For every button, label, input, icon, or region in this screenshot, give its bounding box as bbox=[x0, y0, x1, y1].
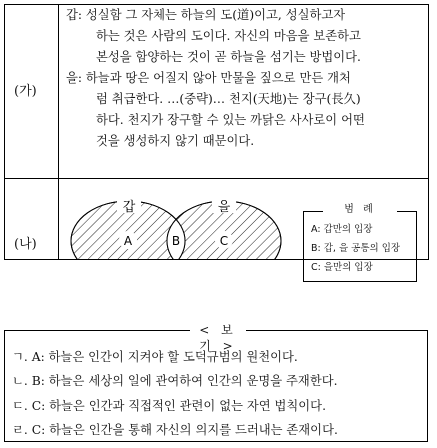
bogi-title-text: 보 기 bbox=[199, 323, 237, 353]
passage-line: 럼 취급한다. …(중략)… 천지(天地)는 장구(長久) bbox=[96, 92, 361, 106]
row-label-ga: (가) bbox=[14, 84, 37, 99]
legend-item-a: A: 갑만의 입장 bbox=[311, 224, 373, 235]
venn-region-c: C bbox=[219, 234, 229, 248]
passage-line: 것을 생성하지 않기 때문이다. bbox=[96, 134, 255, 148]
passage-ga bbox=[66, 5, 365, 152]
legend-title: 범 례 bbox=[323, 203, 397, 217]
venn-diagram bbox=[59, 179, 309, 259]
venn-region-a: A bbox=[123, 234, 133, 248]
legend-item-b: B: 갑, 을 공통의 입장 bbox=[311, 243, 401, 254]
venn-label-gap: 갑 bbox=[122, 200, 136, 215]
passage-line: 하는 것은 사람의 도이다. 자신의 마음을 보존하고 bbox=[96, 29, 361, 43]
passage-line: 하다. 천지가 장구할 수 있는 까닭은 사사로이 어떤 bbox=[96, 113, 365, 127]
passage-line: 본성을 함양하는 것이 곧 하늘을 섬기는 방법이다. bbox=[96, 50, 361, 64]
passage-line: 갑: 성실함 그 자체는 하늘의 도(道)이고, 성실하고자 bbox=[66, 8, 346, 22]
bogi-item-giyeok[interactable]: ㄱ. A: 하늘은 인간이 지켜야 할 도덕규범의 원천이다. bbox=[12, 350, 298, 364]
bogi-item-nieun[interactable]: ㄴ. B: 하늘은 세상의 일에 관여하여 인간의 운명을 주재한다. bbox=[12, 374, 338, 388]
legend-item-c: C: 을만의 입장 bbox=[311, 262, 373, 273]
bogi-title: < 보 기 > bbox=[190, 322, 246, 338]
bogi-item-rieul[interactable]: ㄹ. C: 하늘은 인간을 통해 자신의 의지를 드러내는 존재이다. bbox=[12, 423, 338, 437]
passage-line: 을: 하늘과 땅은 어질지 않아 만물을 짚으로 만든 개처 bbox=[66, 71, 351, 85]
venn-region-b: B bbox=[171, 234, 181, 248]
row-label-na: (나) bbox=[14, 237, 37, 252]
bogi-item-digeut[interactable]: ㄷ. C: 하늘은 인간과 직접적인 관련이 없는 자연 법칙이다. bbox=[12, 399, 326, 413]
venn-label-eul: 을 bbox=[217, 200, 231, 215]
